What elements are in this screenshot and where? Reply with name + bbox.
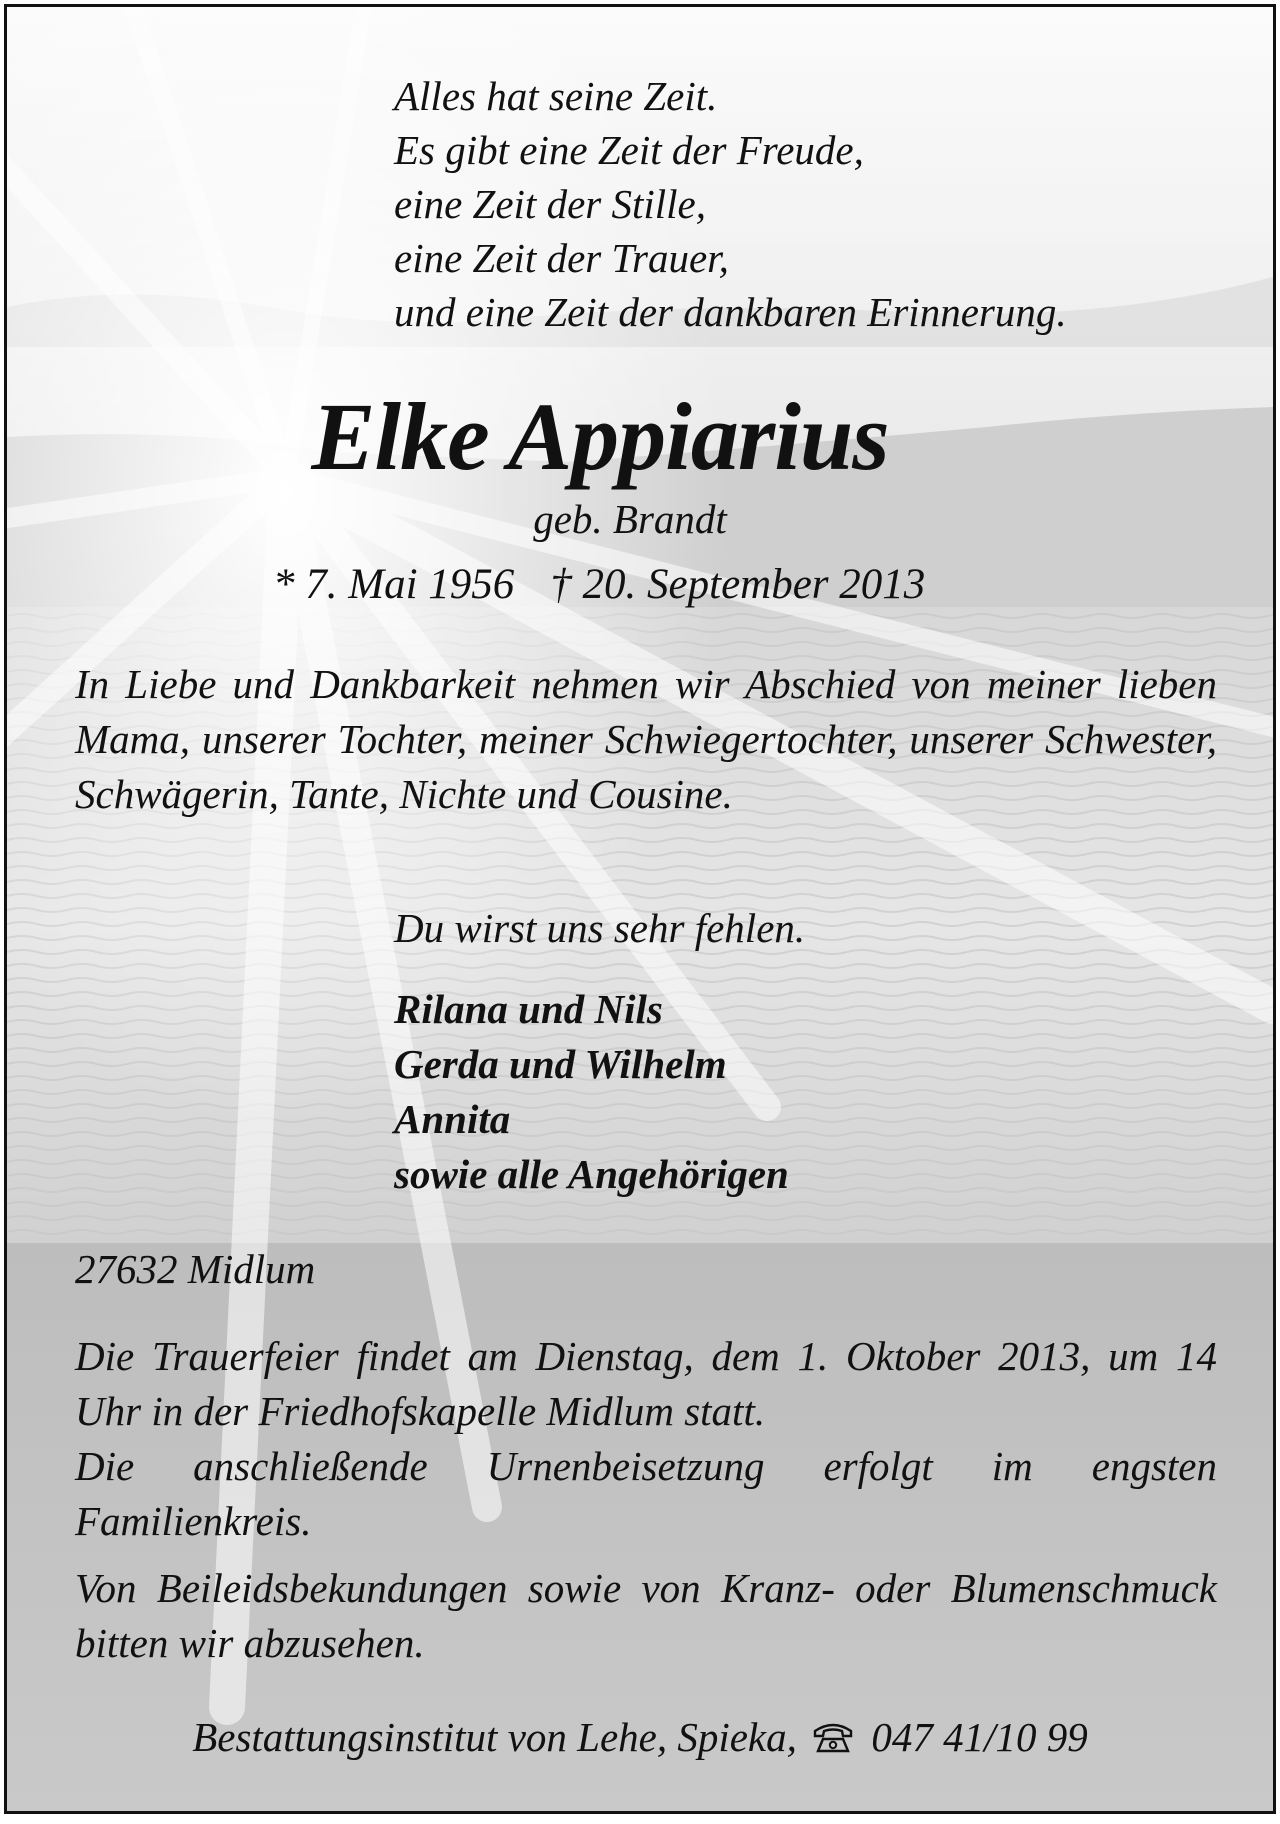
poem-line: Es gibt eine Zeit der Freude, — [394, 127, 864, 173]
burial-text: Die anschließende Urnenbeisetzung erfolgt im engsten Familienkreis. — [75, 1443, 1217, 1544]
life-dates — [273, 560, 925, 609]
poem-line: Alles hat seine Zeit. — [394, 73, 718, 119]
poem-line: und eine Zeit der dankbaren Erinnerung. — [394, 289, 1067, 335]
deceased-name: Elke Appiarius — [311, 383, 889, 490]
farewell-text: In Liebe und Dankbarkeit nehmen wir Abschied von meiner lieben Mama, unserer Tochter, meiner Schwiegertochter, unserer Schwester, Schwägerin, Tante, Nichte und Cousine. — [75, 661, 1217, 817]
obituary-notice — [4, 4, 1276, 1814]
service-text: Die Trauerfeier findet am Dienstag, dem 1. Oktober 2013, um 14 Uhr in der Friedhofskapelle Midlum statt. — [75, 1333, 1217, 1434]
poem — [394, 69, 1067, 339]
telephone-icon — [811, 1719, 855, 1755]
mourner: sowie alle Angehörigen — [394, 1151, 789, 1197]
mourners-list — [394, 982, 789, 1202]
mourner: Gerda und Wilhelm — [394, 1041, 727, 1087]
place: 27632 Midlum — [75, 1246, 316, 1292]
mourner: Rilana und Nils — [394, 986, 663, 1032]
poem-line: eine Zeit der Stille, — [394, 181, 706, 227]
birth-date: * 7. Mai 1956 — [273, 561, 515, 608]
poem-line: eine Zeit der Trauer, — [394, 235, 729, 281]
death-date: † 20. September 2013 — [550, 561, 926, 608]
mourner: Annita — [394, 1096, 511, 1142]
maiden-name: geb. Brandt — [533, 496, 727, 542]
funeral-home-name: Bestattungsinstitut von Lehe, Spieka, — [192, 1714, 797, 1760]
miss-line: Du wirst uns sehr fehlen. — [394, 905, 806, 951]
funeral-home-footer — [7, 1713, 1273, 1761]
deceased-name-row — [7, 383, 1273, 490]
request-text: Von Beileidsbekundungen sowie von Kranz- oder Blumenschmuck bitten wir abzusehen. — [75, 1565, 1217, 1666]
phone-number: 047 41/10 99 — [871, 1714, 1088, 1760]
